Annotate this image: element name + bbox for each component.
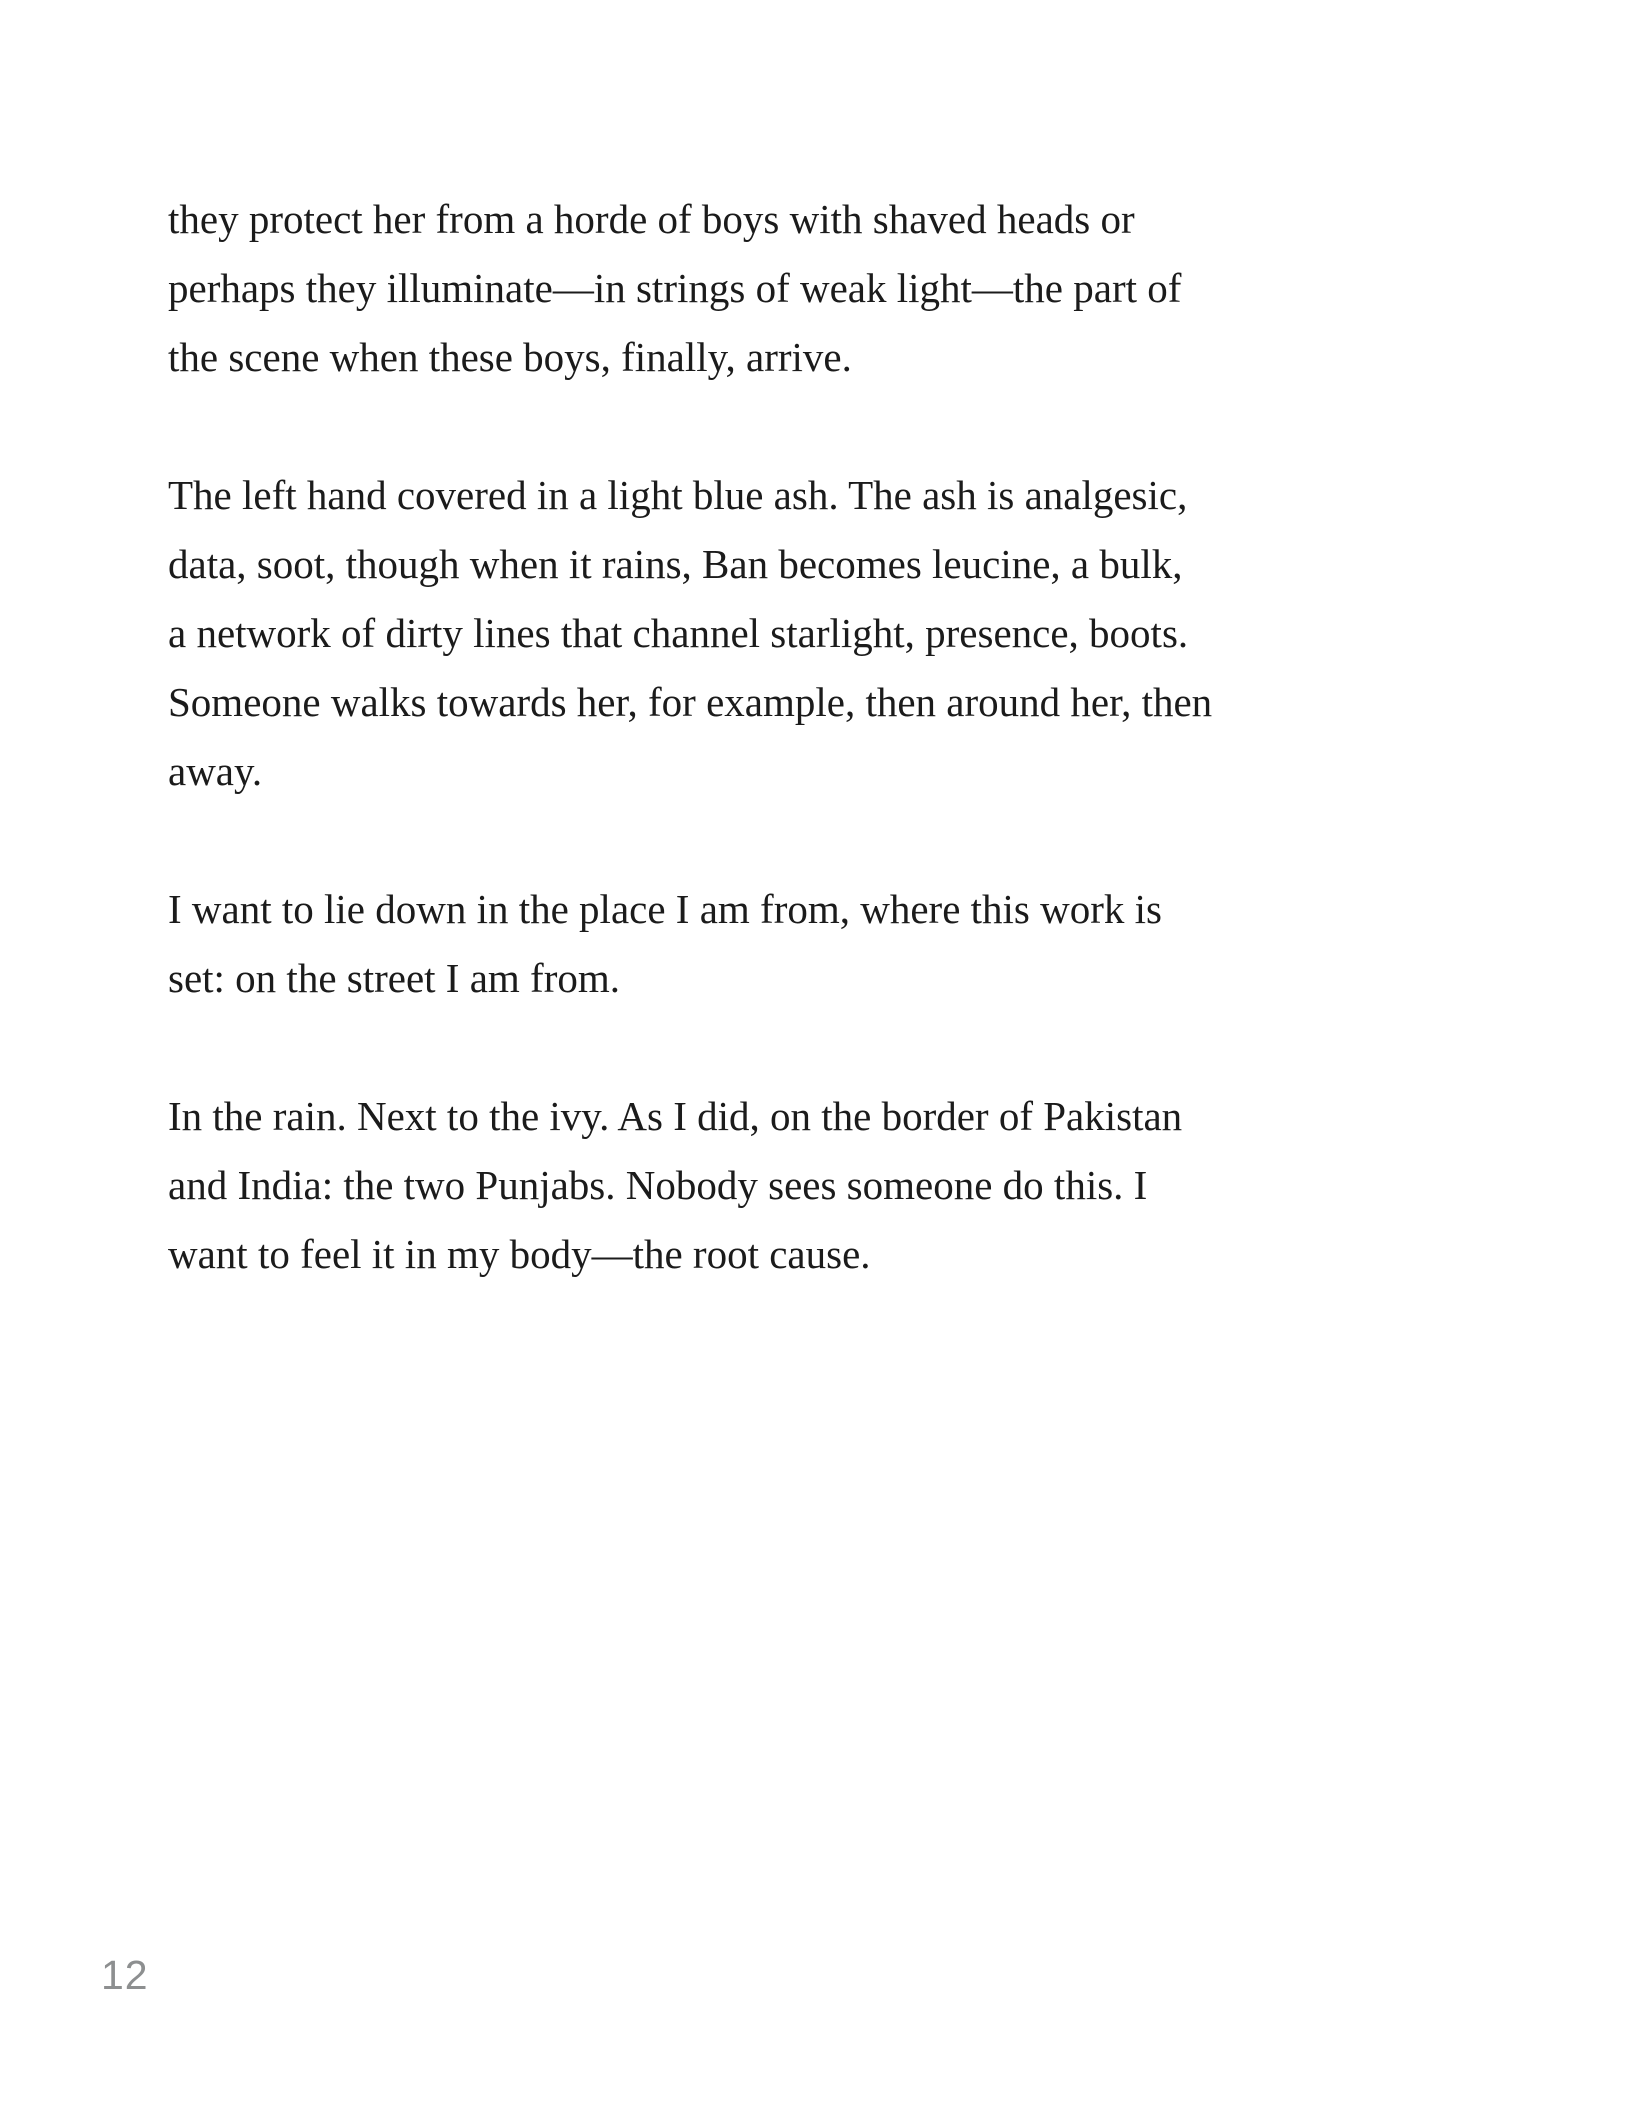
- text-line: I want to lie down in the place I am from, where this work is: [168, 886, 1162, 932]
- text-line: Someone walks towards her, for example, then around her, then: [168, 679, 1213, 725]
- text-line: want to feel it in my body—the root cause.: [168, 1231, 871, 1277]
- paragraph-1: [168, 185, 1468, 392]
- text-line: The left hand covered in a light blue ash. The ash is analgesic,: [168, 472, 1188, 518]
- text-line: the scene when these boys, finally, arrive.: [168, 334, 852, 380]
- paragraph-2: [168, 461, 1468, 806]
- text-line: a network of dirty lines that channel starlight, presence, boots.: [168, 610, 1189, 656]
- text-line: perhaps they illuminate—in strings of weak light—the part of: [168, 265, 1182, 311]
- page-number: 12: [101, 1952, 149, 1998]
- text-line: set: on the street I am from.: [168, 955, 621, 1001]
- text-line: In the rain. Next to the ivy. As I did, on the border of Pakistan: [168, 1093, 1183, 1139]
- page-text: [168, 185, 1468, 1289]
- text-line: they protect her from a horde of boys with shaved heads or: [168, 196, 1135, 242]
- text-line: data, soot, though when it rains, Ban becomes leucine, a bulk,: [168, 541, 1183, 587]
- paragraph-3: [168, 875, 1468, 1013]
- text-line: away.: [168, 748, 263, 794]
- paragraph-4: [168, 1082, 1468, 1289]
- text-line: and India: the two Punjabs. Nobody sees someone do this. I: [168, 1162, 1148, 1208]
